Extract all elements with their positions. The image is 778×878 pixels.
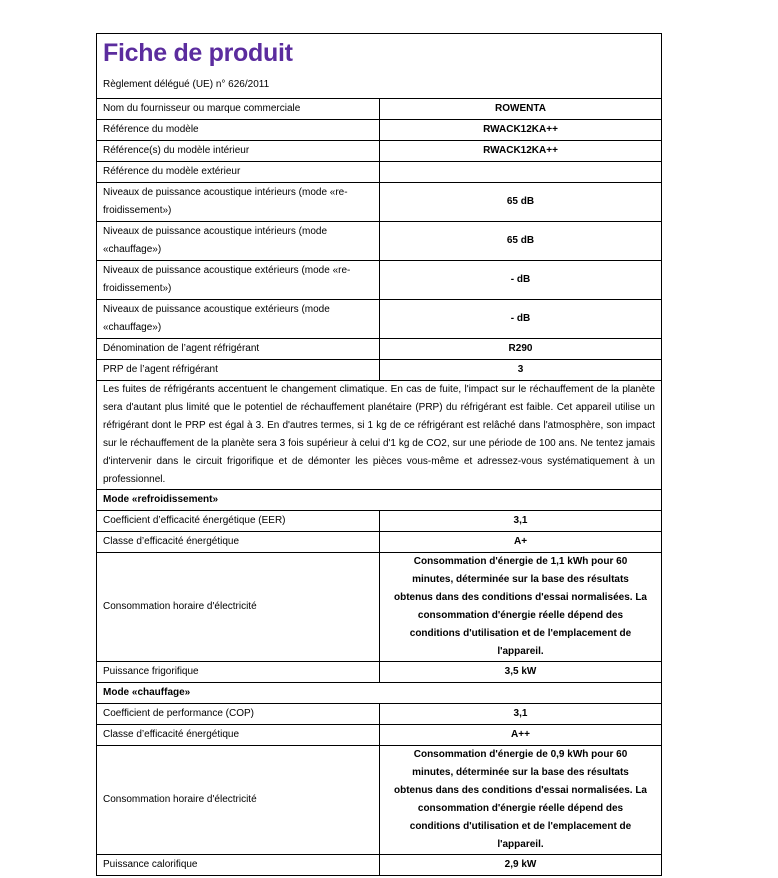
table-row [97, 300, 661, 339]
row-value: Consommation d'énergie de 0,9 kWh pour 60 minutes, déterminée sur la base des résultats obtenus dans des conditions d'essai normalisées. La consommation d'énergie réelle dépend des conditions d'utilisation et de l'emplacement de l'appareil. [380, 746, 662, 855]
table-row [97, 183, 661, 222]
row-value: 2,9 kW [380, 855, 662, 876]
section-row [97, 683, 661, 704]
row-label: Nom du fournisseur ou marque commerciale [97, 99, 380, 120]
table-row [97, 532, 661, 553]
section-heating: Mode «chauffage» [97, 683, 661, 704]
table-row [97, 553, 661, 662]
row-label: Classe d’efficacité énergétique [97, 532, 380, 553]
table-row [97, 704, 661, 725]
page-title: Fiche de produit [103, 39, 293, 67]
product-table [97, 99, 661, 875]
row-label: Dénomination de l’agent réfrigérant [97, 339, 380, 360]
table-row [97, 855, 661, 876]
table-row [97, 381, 661, 490]
row-label: Niveaux de puissance acoustique extérieurs (mode «chauffage») [97, 300, 380, 339]
table-row [97, 162, 661, 183]
table-row [97, 511, 661, 532]
row-label: Coefficient d’efficacité énergétique (EER) [97, 511, 380, 532]
table-row [97, 141, 661, 162]
sheet-header [97, 34, 661, 99]
row-label: Coefficient de performance (COP) [97, 704, 380, 725]
section-row [97, 490, 661, 511]
table-row [97, 725, 661, 746]
row-value: 65 dB [380, 183, 662, 222]
row-label: PRP de l’agent réfrigérant [97, 360, 380, 381]
refrigerant-note: Les fuites de réfrigérants accentuent le changement climatique. En cas de fuite, l'impact sur le réchauffement de la planète sera d'autant plus limité que le potentiel de réchauffement planétaire (PRP) du réfrigérant est faible. Cet appareil utilise un réfrigérant dont le PRP est égal à 3. En d'autres termes, si 1 kg de ce réfrigérant est relâché dans l'atmosphère, son impact sur le réchauffement de la planète sera 3 fois supérieur à celui d'1 kg de CO2, sur une période de 100 ans. Ne tentez jamais d'intervenir dans le circuit frigorifique et de démonter les pièces vous-même et adressez-vous systématiquement à un professionnel. [97, 381, 661, 490]
row-label: Niveaux de puissance acoustique intérieurs (mode «re-froidissement») [97, 183, 380, 222]
row-value: - dB [380, 261, 662, 300]
product-sheet [96, 33, 662, 876]
row-value: 3,1 [380, 511, 662, 532]
row-label: Référence du modèle [97, 120, 380, 141]
row-value: 3,1 [380, 704, 662, 725]
row-value [380, 162, 662, 183]
row-value: 65 dB [380, 222, 662, 261]
section-cooling: Mode «refroidissement» [97, 490, 661, 511]
table-row [97, 360, 661, 381]
table-row [97, 662, 661, 683]
row-label: Puissance calorifique [97, 855, 380, 876]
row-label: Puissance frigorifique [97, 662, 380, 683]
row-value: 3 [380, 360, 662, 381]
row-label: Référence du modèle extérieur [97, 162, 380, 183]
row-value: - dB [380, 300, 662, 339]
table-row [97, 222, 661, 261]
table-row [97, 261, 661, 300]
regulation-reference: Règlement délégué (UE) n° 626/2011 [103, 79, 270, 90]
table-row [97, 120, 661, 141]
row-label: Consommation horaire d'électricité [97, 553, 380, 662]
row-label: Consommation horaire d'électricité [97, 746, 380, 855]
table-row [97, 99, 661, 120]
row-value: R290 [380, 339, 662, 360]
row-label: Référence(s) du modèle intérieur [97, 141, 380, 162]
row-value: A+ [380, 532, 662, 553]
row-value: A++ [380, 725, 662, 746]
row-label: Niveaux de puissance acoustique extérieurs (mode «re-froidissement») [97, 261, 380, 300]
table-row [97, 339, 661, 360]
row-value: Consommation d'énergie de 1,1 kWh pour 60 minutes, déterminée sur la base des résultats obtenus dans des conditions d'essai normalisées. La consommation d'énergie réelle dépend des conditions d'utilisation et de l'emplacement de l'appareil. [380, 553, 662, 662]
row-value: ROWENTA [380, 99, 662, 120]
row-value: 3,5 kW [380, 662, 662, 683]
row-label: Niveaux de puissance acoustique intérieurs (mode «chauffage») [97, 222, 380, 261]
row-value: RWACK12KA++ [380, 141, 662, 162]
row-label: Classe d’efficacité énergétique [97, 725, 380, 746]
table-row [97, 746, 661, 855]
row-value: RWACK12KA++ [380, 120, 662, 141]
